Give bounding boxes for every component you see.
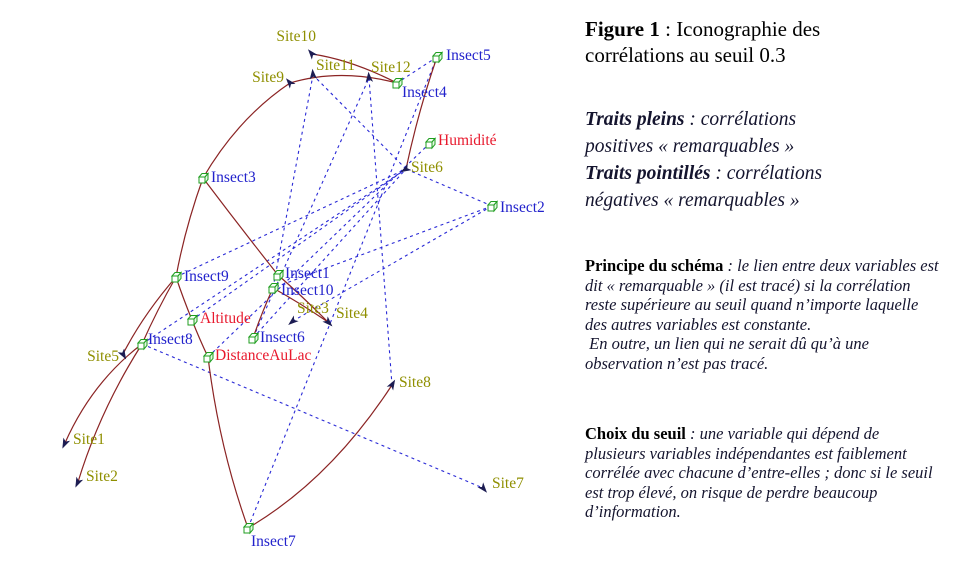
cube-marker-front-Insect4 [393, 82, 399, 88]
cube-marker-front-Insect2 [488, 205, 494, 211]
solid-edge-Insect7-Site8 [248, 385, 392, 528]
site-marker-Site6 [400, 164, 411, 174]
cube-marker-front-DistanceAuLac [204, 356, 210, 362]
cube-marker-front-Insect5 [433, 56, 439, 62]
solid-edge-Insect3-Site9 [203, 83, 290, 178]
figure-caption-line2: corrélations au seuil 0.3 [585, 43, 786, 67]
node-label-Insect9: Insect9 [184, 268, 229, 285]
node-label-Site3: Site3 [297, 300, 329, 317]
node-label-Site2: Site2 [86, 468, 118, 485]
figure-caption [585, 16, 930, 68]
line-style-legend [585, 106, 935, 214]
site-marker-Site2 [73, 477, 83, 488]
node-label-Insect10: Insect10 [281, 282, 334, 299]
node-label-Site1: Site1 [73, 431, 105, 448]
node-label-Altitude: Altitude [200, 310, 251, 327]
dashed-edge-Site12-Site8 [369, 78, 392, 385]
legend-dashed-line1: Traits pointillés : corrélations [585, 163, 823, 184]
node-label-Insect1: Insect1 [285, 265, 330, 282]
node-label-Insect2: Insect2 [500, 199, 545, 216]
threshold-label: Choix du seuil [585, 424, 686, 443]
node-label-Insect5: Insect5 [446, 47, 491, 64]
site-marker-Site5 [118, 349, 128, 360]
figure-caption-line1: Figure 1 : Iconographie des [585, 17, 821, 41]
principle-paragraph: Principe du schéma : le lien entre deux variables est dit « remarquable » (il est tracé) si la corrélation reste supérieure au seuil quand n’importe laquelle des autres variables est constante. En outre, un lien qui ne serait dû qu’à une observation n’est pas tracé. [585, 256, 943, 373]
cube-marker-front-Insect6 [249, 337, 255, 343]
site-marker-Site7 [478, 483, 489, 494]
dashed-edge-Insect6-Site12 [253, 78, 369, 338]
legend-solid-line1: Traits pleins : corrélations [585, 109, 797, 130]
cube-marker-front-Humidite [426, 142, 432, 148]
solid-edge-DistanceAuLac-Insect7 [208, 357, 248, 528]
cube-marker-front-Insect7 [244, 527, 250, 533]
node-label-Site7: Site7 [492, 475, 524, 492]
site-marker-Site1 [60, 438, 70, 449]
site-marker-Site8 [387, 379, 397, 390]
cube-marker-front-Insect8 [138, 343, 144, 349]
cube-marker-front-Insect3 [199, 177, 205, 183]
dashed-edge-Insect8-Site7 [142, 344, 483, 488]
principle-paragraph-2: En outre, un lien qui ne serait dû qu’à une observation n’est pas tracé. [585, 334, 869, 373]
dashed-edge-Insect10-Site11 [273, 75, 313, 288]
site-marker-Site3 [287, 316, 298, 327]
solid-edge-Insect5-Site6 [406, 57, 437, 169]
principle-label: Principe du schéma [585, 256, 724, 275]
node-label-Site10: Site10 [276, 28, 316, 45]
cube-marker-front-Insect10 [269, 287, 275, 293]
node-label-Site6: Site6 [411, 159, 443, 176]
cube-marker-front-Insect9 [172, 276, 178, 282]
solid-edge-Insect3-Insect9 [176, 178, 203, 277]
node-label-Insect3: Insect3 [211, 169, 256, 186]
node-label-Site4: Site4 [336, 305, 368, 322]
node-label-Site11: Site11 [316, 57, 356, 74]
node-label-Insect8: Insect8 [148, 331, 193, 348]
dashed-edge-Insect6-Site6 [253, 169, 406, 338]
node-label-Insect7: Insect7 [251, 533, 296, 550]
node-label-Site5: Site5 [87, 348, 119, 365]
solid-edge-Insect3-Insect1 [203, 178, 278, 275]
node-label-DistanceAuLac: DistanceAuLac [215, 347, 312, 364]
node-label-Site9: Site9 [252, 69, 284, 86]
cube-marker-front-Altitude [188, 319, 194, 325]
figure-number: Figure 1 [585, 17, 660, 41]
dashed-edge-Insect7-Insect5 [248, 57, 437, 528]
solid-edge-Insect4-Site9 [290, 76, 397, 84]
node-label-Insect4: Insect4 [402, 84, 447, 101]
legend-solid-line2: positives « remarquables » [585, 136, 795, 157]
cube-marker-front-Insect1 [274, 274, 280, 280]
dashed-edge-Site6-Site11 [313, 75, 406, 169]
node-label-Site12: Site12 [371, 59, 411, 76]
threshold-paragraph: Choix du seuil : une variable qui dépend de plusieurs variables indépendantes est faiblement corrélée avec chacune d’entre-elles ; donc si le seuil est trop élevé, on risque de perdre beaucoup d’information. [585, 424, 933, 521]
node-label-Humidite: Humidité [438, 132, 497, 149]
node-label-Insect6: Insect6 [260, 329, 305, 346]
legend-dashed-line2: négatives « remarquables » [585, 190, 800, 211]
node-label-Site8: Site8 [399, 374, 431, 391]
